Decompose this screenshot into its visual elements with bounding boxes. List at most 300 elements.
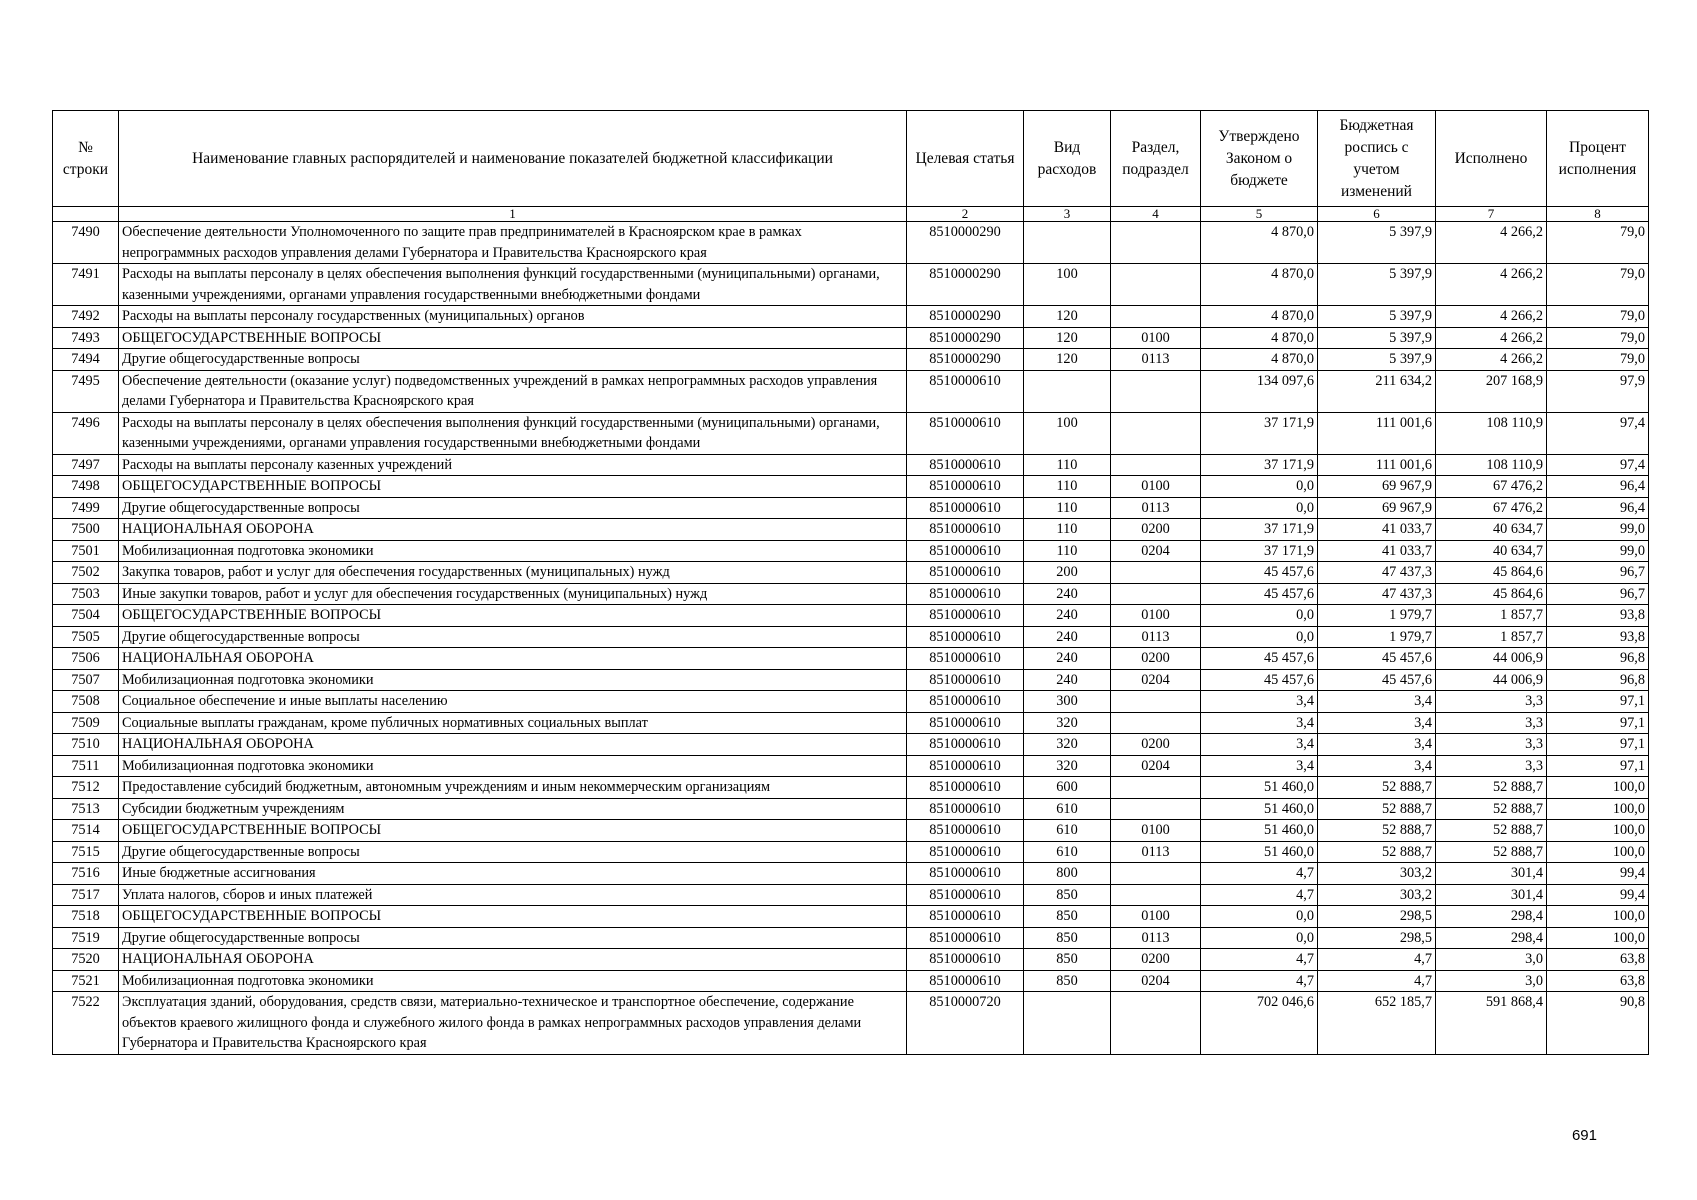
table-row (53, 884, 1649, 906)
percent-cell: 96,7 (1547, 562, 1649, 584)
section-cell: 0204 (1111, 540, 1201, 562)
section-cell (1111, 562, 1201, 584)
budget-list-cell: 3,4 (1318, 755, 1436, 777)
budget-list-cell: 211 634,2 (1318, 370, 1436, 412)
budget-list-cell: 52 888,7 (1318, 820, 1436, 842)
percent-cell: 97,1 (1547, 734, 1649, 756)
row-number-cell: 7491 (53, 264, 119, 306)
table-row (53, 370, 1649, 412)
approved-cell: 3,4 (1201, 712, 1318, 734)
section-cell: 0113 (1111, 927, 1201, 949)
approved-cell: 0,0 (1201, 497, 1318, 519)
approved-cell: 0,0 (1201, 927, 1318, 949)
name-cell: Другие общегосударственные вопросы (119, 841, 907, 863)
budget-list-cell: 303,2 (1318, 863, 1436, 885)
approved-cell: 4 870,0 (1201, 264, 1318, 306)
executed-cell: 40 634,7 (1436, 540, 1547, 562)
expense-kind-cell: 120 (1024, 306, 1111, 328)
expense-kind-cell: 320 (1024, 712, 1111, 734)
section-cell (1111, 306, 1201, 328)
approved-cell: 4,7 (1201, 949, 1318, 971)
expense-kind-cell: 850 (1024, 884, 1111, 906)
percent-cell: 99,0 (1547, 540, 1649, 562)
column-number-blank (53, 207, 119, 222)
expense-kind-cell: 850 (1024, 906, 1111, 928)
section-cell (1111, 777, 1201, 799)
row-number-cell: 7497 (53, 454, 119, 476)
approved-cell: 4 870,0 (1201, 349, 1318, 371)
row-number-cell: 7502 (53, 562, 119, 584)
expense-kind-cell: 850 (1024, 927, 1111, 949)
percent-cell: 79,0 (1547, 306, 1649, 328)
executed-cell: 4 266,2 (1436, 222, 1547, 264)
row-number-cell: 7495 (53, 370, 119, 412)
row-number-cell: 7513 (53, 798, 119, 820)
name-cell: Обеспечение деятельности (оказание услуг) подведомственных учреждений в рамках непрограммных расходов управления делами Губернатора и Правительства Красноярского края (119, 370, 907, 412)
section-cell: 0100 (1111, 605, 1201, 627)
target-article-cell: 8510000610 (907, 454, 1024, 476)
name-cell: Субсидии бюджетным учреждениям (119, 798, 907, 820)
column-number-row (53, 207, 1649, 222)
approved-cell: 3,4 (1201, 755, 1318, 777)
percent-cell: 63,8 (1547, 970, 1649, 992)
column-number: 5 (1201, 207, 1318, 222)
target-article-cell: 8510000610 (907, 798, 1024, 820)
percent-cell: 96,8 (1547, 648, 1649, 670)
executed-cell: 1 857,7 (1436, 605, 1547, 627)
approved-cell: 4,7 (1201, 884, 1318, 906)
section-cell: 0100 (1111, 327, 1201, 349)
section-cell (1111, 583, 1201, 605)
table-row (53, 712, 1649, 734)
target-article-cell: 8510000610 (907, 540, 1024, 562)
percent-cell: 93,8 (1547, 605, 1649, 627)
section-cell (1111, 454, 1201, 476)
expense-kind-cell: 110 (1024, 497, 1111, 519)
section-cell: 0100 (1111, 476, 1201, 498)
approved-cell: 51 460,0 (1201, 841, 1318, 863)
budget-list-cell: 303,2 (1318, 884, 1436, 906)
table-header-row (53, 111, 1649, 207)
executed-cell: 1 857,7 (1436, 626, 1547, 648)
name-cell: НАЦИОНАЛЬНАЯ ОБОРОНА (119, 949, 907, 971)
executed-cell: 108 110,9 (1436, 412, 1547, 454)
header-approved: Утверждено Законом о бюджете (1201, 111, 1318, 207)
column-number: 3 (1024, 207, 1111, 222)
percent-cell: 97,4 (1547, 412, 1649, 454)
name-cell: Иные закупки товаров, работ и услуг для обеспечения государственных (муниципальных) нужд (119, 583, 907, 605)
target-article-cell: 8510000290 (907, 222, 1024, 264)
name-cell: Другие общегосударственные вопросы (119, 349, 907, 371)
expense-kind-cell: 100 (1024, 264, 1111, 306)
approved-cell: 4 870,0 (1201, 306, 1318, 328)
target-article-cell: 8510000610 (907, 669, 1024, 691)
target-article-cell: 8510000610 (907, 370, 1024, 412)
table-row (53, 841, 1649, 863)
target-article-cell: 8510000610 (907, 583, 1024, 605)
section-cell: 0113 (1111, 497, 1201, 519)
target-article-cell: 8510000610 (907, 927, 1024, 949)
budget-list-cell: 5 397,9 (1318, 222, 1436, 264)
expense-kind-cell: 240 (1024, 605, 1111, 627)
section-cell: 0100 (1111, 820, 1201, 842)
executed-cell: 3,3 (1436, 712, 1547, 734)
percent-cell: 97,1 (1547, 691, 1649, 713)
expense-kind-cell: 600 (1024, 777, 1111, 799)
row-number-cell: 7517 (53, 884, 119, 906)
target-article-cell: 8510000610 (907, 863, 1024, 885)
executed-cell: 44 006,9 (1436, 669, 1547, 691)
executed-cell: 207 168,9 (1436, 370, 1547, 412)
approved-cell: 4,7 (1201, 970, 1318, 992)
target-article-cell: 8510000610 (907, 734, 1024, 756)
section-cell: 0200 (1111, 734, 1201, 756)
name-cell: Мобилизационная подготовка экономики (119, 540, 907, 562)
expense-kind-cell: 850 (1024, 949, 1111, 971)
name-cell: ОБЩЕГОСУДАРСТВЕННЫЕ ВОПРОСЫ (119, 906, 907, 928)
approved-cell: 45 457,6 (1201, 583, 1318, 605)
column-number: 6 (1318, 207, 1436, 222)
approved-cell: 37 171,9 (1201, 540, 1318, 562)
row-number-cell: 7506 (53, 648, 119, 670)
target-article-cell: 8510000610 (907, 777, 1024, 799)
expense-kind-cell: 240 (1024, 669, 1111, 691)
budget-list-cell: 3,4 (1318, 691, 1436, 713)
table-row (53, 583, 1649, 605)
target-article-cell: 8510000610 (907, 691, 1024, 713)
executed-cell: 4 266,2 (1436, 327, 1547, 349)
name-cell: ОБЩЕГОСУДАРСТВЕННЫЕ ВОПРОСЫ (119, 820, 907, 842)
section-cell (1111, 712, 1201, 734)
expense-kind-cell: 800 (1024, 863, 1111, 885)
row-number-cell: 7511 (53, 755, 119, 777)
executed-cell: 3,0 (1436, 970, 1547, 992)
percent-cell: 100,0 (1547, 927, 1649, 949)
section-cell: 0204 (1111, 669, 1201, 691)
table-row (53, 222, 1649, 264)
row-number-cell: 7510 (53, 734, 119, 756)
table-row (53, 454, 1649, 476)
section-cell: 0200 (1111, 949, 1201, 971)
table-row (53, 412, 1649, 454)
table-row (53, 264, 1649, 306)
budget-list-cell: 69 967,9 (1318, 476, 1436, 498)
executed-cell: 3,0 (1436, 949, 1547, 971)
expense-kind-cell: 240 (1024, 583, 1111, 605)
target-article-cell: 8510000610 (907, 712, 1024, 734)
table-row (53, 755, 1649, 777)
approved-cell: 51 460,0 (1201, 798, 1318, 820)
header-percent: Процент исполнения (1547, 111, 1649, 207)
name-cell: НАЦИОНАЛЬНАЯ ОБОРОНА (119, 648, 907, 670)
budget-list-cell: 111 001,6 (1318, 454, 1436, 476)
budget-list-cell: 52 888,7 (1318, 798, 1436, 820)
name-cell: Мобилизационная подготовка экономики (119, 755, 907, 777)
section-cell: 0204 (1111, 755, 1201, 777)
table-row (53, 519, 1649, 541)
section-cell (1111, 222, 1201, 264)
expense-kind-cell: 110 (1024, 454, 1111, 476)
table-row (53, 540, 1649, 562)
budget-list-cell: 1 979,7 (1318, 605, 1436, 627)
name-cell: Иные бюджетные ассигнования (119, 863, 907, 885)
section-cell: 0200 (1111, 648, 1201, 670)
budget-list-cell: 5 397,9 (1318, 327, 1436, 349)
executed-cell: 52 888,7 (1436, 820, 1547, 842)
row-number-cell: 7514 (53, 820, 119, 842)
target-article-cell: 8510000290 (907, 264, 1024, 306)
target-article-cell: 8510000610 (907, 949, 1024, 971)
table-row (53, 734, 1649, 756)
budget-list-cell: 52 888,7 (1318, 841, 1436, 863)
row-number-cell: 7494 (53, 349, 119, 371)
target-article-cell: 8510000610 (907, 476, 1024, 498)
expense-kind-cell: 240 (1024, 648, 1111, 670)
target-article-cell: 8510000610 (907, 755, 1024, 777)
budget-list-cell: 41 033,7 (1318, 540, 1436, 562)
percent-cell: 93,8 (1547, 626, 1649, 648)
budget-list-cell: 298,5 (1318, 906, 1436, 928)
budget-list-cell: 3,4 (1318, 712, 1436, 734)
approved-cell: 45 457,6 (1201, 648, 1318, 670)
expense-kind-cell (1024, 222, 1111, 264)
table-row (53, 863, 1649, 885)
approved-cell: 51 460,0 (1201, 820, 1318, 842)
name-cell: ОБЩЕГОСУДАРСТВЕННЫЕ ВОПРОСЫ (119, 327, 907, 349)
expense-kind-cell: 610 (1024, 820, 1111, 842)
section-cell (1111, 691, 1201, 713)
percent-cell: 79,0 (1547, 222, 1649, 264)
row-number-cell: 7490 (53, 222, 119, 264)
table-row (53, 476, 1649, 498)
budget-list-cell: 47 437,3 (1318, 583, 1436, 605)
header-row-number: № строки (53, 111, 119, 207)
table-row (53, 327, 1649, 349)
row-number-cell: 7496 (53, 412, 119, 454)
section-cell (1111, 992, 1201, 1055)
table-row (53, 626, 1649, 648)
percent-cell: 100,0 (1547, 906, 1649, 928)
name-cell: НАЦИОНАЛЬНАЯ ОБОРОНА (119, 519, 907, 541)
percent-cell: 99,0 (1547, 519, 1649, 541)
percent-cell: 100,0 (1547, 820, 1649, 842)
target-article-cell: 8510000610 (907, 412, 1024, 454)
executed-cell: 45 864,6 (1436, 562, 1547, 584)
approved-cell: 4 870,0 (1201, 222, 1318, 264)
header-target-article: Целевая статья (907, 111, 1024, 207)
target-article-cell: 8510000610 (907, 884, 1024, 906)
executed-cell: 3,3 (1436, 734, 1547, 756)
table-row (53, 906, 1649, 928)
table-body (53, 222, 1649, 1055)
name-cell: НАЦИОНАЛЬНАЯ ОБОРОНА (119, 734, 907, 756)
row-number-cell: 7503 (53, 583, 119, 605)
executed-cell: 40 634,7 (1436, 519, 1547, 541)
executed-cell: 298,4 (1436, 906, 1547, 928)
budget-list-cell: 298,5 (1318, 927, 1436, 949)
approved-cell: 702 046,6 (1201, 992, 1318, 1055)
budget-list-cell: 111 001,6 (1318, 412, 1436, 454)
target-article-cell: 8510000290 (907, 349, 1024, 371)
target-article-cell: 8510000720 (907, 992, 1024, 1055)
target-article-cell: 8510000290 (907, 327, 1024, 349)
expense-kind-cell: 110 (1024, 540, 1111, 562)
name-cell: Расходы на выплаты персоналу в целях обеспечения выполнения функций государственными (муниципальными) органами, казенными учреждениями, органами управления государственными внебюджетными фондами (119, 264, 907, 306)
column-number: 8 (1547, 207, 1649, 222)
budget-table (52, 110, 1649, 1055)
approved-cell: 0,0 (1201, 605, 1318, 627)
row-number-cell: 7499 (53, 497, 119, 519)
row-number-cell: 7521 (53, 970, 119, 992)
budget-list-cell: 45 457,6 (1318, 669, 1436, 691)
percent-cell: 97,9 (1547, 370, 1649, 412)
percent-cell: 96,4 (1547, 476, 1649, 498)
budget-list-cell: 652 185,7 (1318, 992, 1436, 1055)
table-row (53, 949, 1649, 971)
target-article-cell: 8510000610 (907, 605, 1024, 627)
section-cell: 0100 (1111, 906, 1201, 928)
row-number-cell: 7512 (53, 777, 119, 799)
target-article-cell: 8510000610 (907, 519, 1024, 541)
row-number-cell: 7507 (53, 669, 119, 691)
executed-cell: 298,4 (1436, 927, 1547, 949)
executed-cell: 3,3 (1436, 691, 1547, 713)
percent-cell: 96,7 (1547, 583, 1649, 605)
column-number: 1 (119, 207, 907, 222)
target-article-cell: 8510000610 (907, 906, 1024, 928)
expense-kind-cell (1024, 370, 1111, 412)
target-article-cell: 8510000610 (907, 497, 1024, 519)
name-cell: Закупка товаров, работ и услуг для обеспечения государственных (муниципальных) нужд (119, 562, 907, 584)
executed-cell: 108 110,9 (1436, 454, 1547, 476)
percent-cell: 96,4 (1547, 497, 1649, 519)
table-row (53, 669, 1649, 691)
column-number: 7 (1436, 207, 1547, 222)
table-row (53, 562, 1649, 584)
approved-cell: 51 460,0 (1201, 777, 1318, 799)
header-section: Раздел, подраздел (1111, 111, 1201, 207)
name-cell: Другие общегосударственные вопросы (119, 497, 907, 519)
expense-kind-cell: 850 (1024, 970, 1111, 992)
executed-cell: 52 888,7 (1436, 777, 1547, 799)
name-cell: ОБЩЕГОСУДАРСТВЕННЫЕ ВОПРОСЫ (119, 476, 907, 498)
percent-cell: 97,1 (1547, 712, 1649, 734)
budget-list-cell: 69 967,9 (1318, 497, 1436, 519)
table-row (53, 970, 1649, 992)
name-cell: Социальное обеспечение и иные выплаты населению (119, 691, 907, 713)
section-cell (1111, 863, 1201, 885)
name-cell: Другие общегосударственные вопросы (119, 626, 907, 648)
section-cell (1111, 412, 1201, 454)
row-number-cell: 7509 (53, 712, 119, 734)
budget-list-cell: 5 397,9 (1318, 306, 1436, 328)
name-cell: Уплата налогов, сборов и иных платежей (119, 884, 907, 906)
name-cell: Обеспечение деятельности Уполномоченного по защите прав предпринимателей в Красноярском крае в рамках непрограммных расходов управления делами Губернатора и Правительства Красноярского края (119, 222, 907, 264)
budget-list-cell: 41 033,7 (1318, 519, 1436, 541)
row-number-cell: 7500 (53, 519, 119, 541)
expense-kind-cell: 320 (1024, 734, 1111, 756)
approved-cell: 0,0 (1201, 626, 1318, 648)
executed-cell: 4 266,2 (1436, 306, 1547, 328)
executed-cell: 301,4 (1436, 884, 1547, 906)
percent-cell: 63,8 (1547, 949, 1649, 971)
expense-kind-cell: 240 (1024, 626, 1111, 648)
percent-cell: 79,0 (1547, 349, 1649, 371)
budget-list-cell: 52 888,7 (1318, 777, 1436, 799)
executed-cell: 4 266,2 (1436, 264, 1547, 306)
row-number-cell: 7518 (53, 906, 119, 928)
expense-kind-cell: 320 (1024, 755, 1111, 777)
budget-list-cell: 3,4 (1318, 734, 1436, 756)
name-cell: Расходы на выплаты персоналу казенных учреждений (119, 454, 907, 476)
executed-cell: 301,4 (1436, 863, 1547, 885)
approved-cell: 37 171,9 (1201, 454, 1318, 476)
approved-cell: 0,0 (1201, 906, 1318, 928)
column-number: 4 (1111, 207, 1201, 222)
name-cell: Социальные выплаты гражданам, кроме публичных нормативных социальных выплат (119, 712, 907, 734)
row-number-cell: 7515 (53, 841, 119, 863)
row-number-cell: 7504 (53, 605, 119, 627)
executed-cell: 3,3 (1436, 755, 1547, 777)
approved-cell: 0,0 (1201, 476, 1318, 498)
expense-kind-cell: 110 (1024, 519, 1111, 541)
percent-cell: 90,8 (1547, 992, 1649, 1055)
budget-list-cell: 4,7 (1318, 970, 1436, 992)
name-cell: Другие общегосударственные вопросы (119, 927, 907, 949)
table-row (53, 927, 1649, 949)
name-cell: Мобилизационная подготовка экономики (119, 669, 907, 691)
expense-kind-cell: 110 (1024, 476, 1111, 498)
section-cell: 0113 (1111, 841, 1201, 863)
approved-cell: 4 870,0 (1201, 327, 1318, 349)
section-cell (1111, 798, 1201, 820)
percent-cell: 79,0 (1547, 327, 1649, 349)
approved-cell: 3,4 (1201, 734, 1318, 756)
table-row (53, 648, 1649, 670)
table-row (53, 777, 1649, 799)
approved-cell: 45 457,6 (1201, 562, 1318, 584)
budget-list-cell: 5 397,9 (1318, 349, 1436, 371)
row-number-cell: 7519 (53, 927, 119, 949)
approved-cell: 37 171,9 (1201, 412, 1318, 454)
target-article-cell: 8510000610 (907, 626, 1024, 648)
table-row (53, 798, 1649, 820)
expense-kind-cell: 120 (1024, 327, 1111, 349)
section-cell (1111, 264, 1201, 306)
header-name: Наименование главных распорядителей и наименование показателей бюджетной классификации (119, 111, 907, 207)
header-budget-list: Бюджетная роспись с учетом изменений (1318, 111, 1436, 207)
page-number: 691 (1571, 1127, 1597, 1144)
name-cell: Предоставление субсидий бюджетным, автономным учреждениям и иным некоммерческим организациям (119, 777, 907, 799)
percent-cell: 96,8 (1547, 669, 1649, 691)
column-number: 2 (907, 207, 1024, 222)
expense-kind-cell: 610 (1024, 841, 1111, 863)
percent-cell: 99,4 (1547, 863, 1649, 885)
row-number-cell: 7498 (53, 476, 119, 498)
target-article-cell: 8510000610 (907, 841, 1024, 863)
percent-cell: 97,1 (1547, 755, 1649, 777)
budget-list-cell: 4,7 (1318, 949, 1436, 971)
percent-cell: 100,0 (1547, 777, 1649, 799)
section-cell (1111, 884, 1201, 906)
table-row (53, 820, 1649, 842)
executed-cell: 45 864,6 (1436, 583, 1547, 605)
table-row (53, 497, 1649, 519)
table-row (53, 349, 1649, 371)
section-cell: 0113 (1111, 626, 1201, 648)
executed-cell: 52 888,7 (1436, 798, 1547, 820)
executed-cell: 67 476,2 (1436, 476, 1547, 498)
